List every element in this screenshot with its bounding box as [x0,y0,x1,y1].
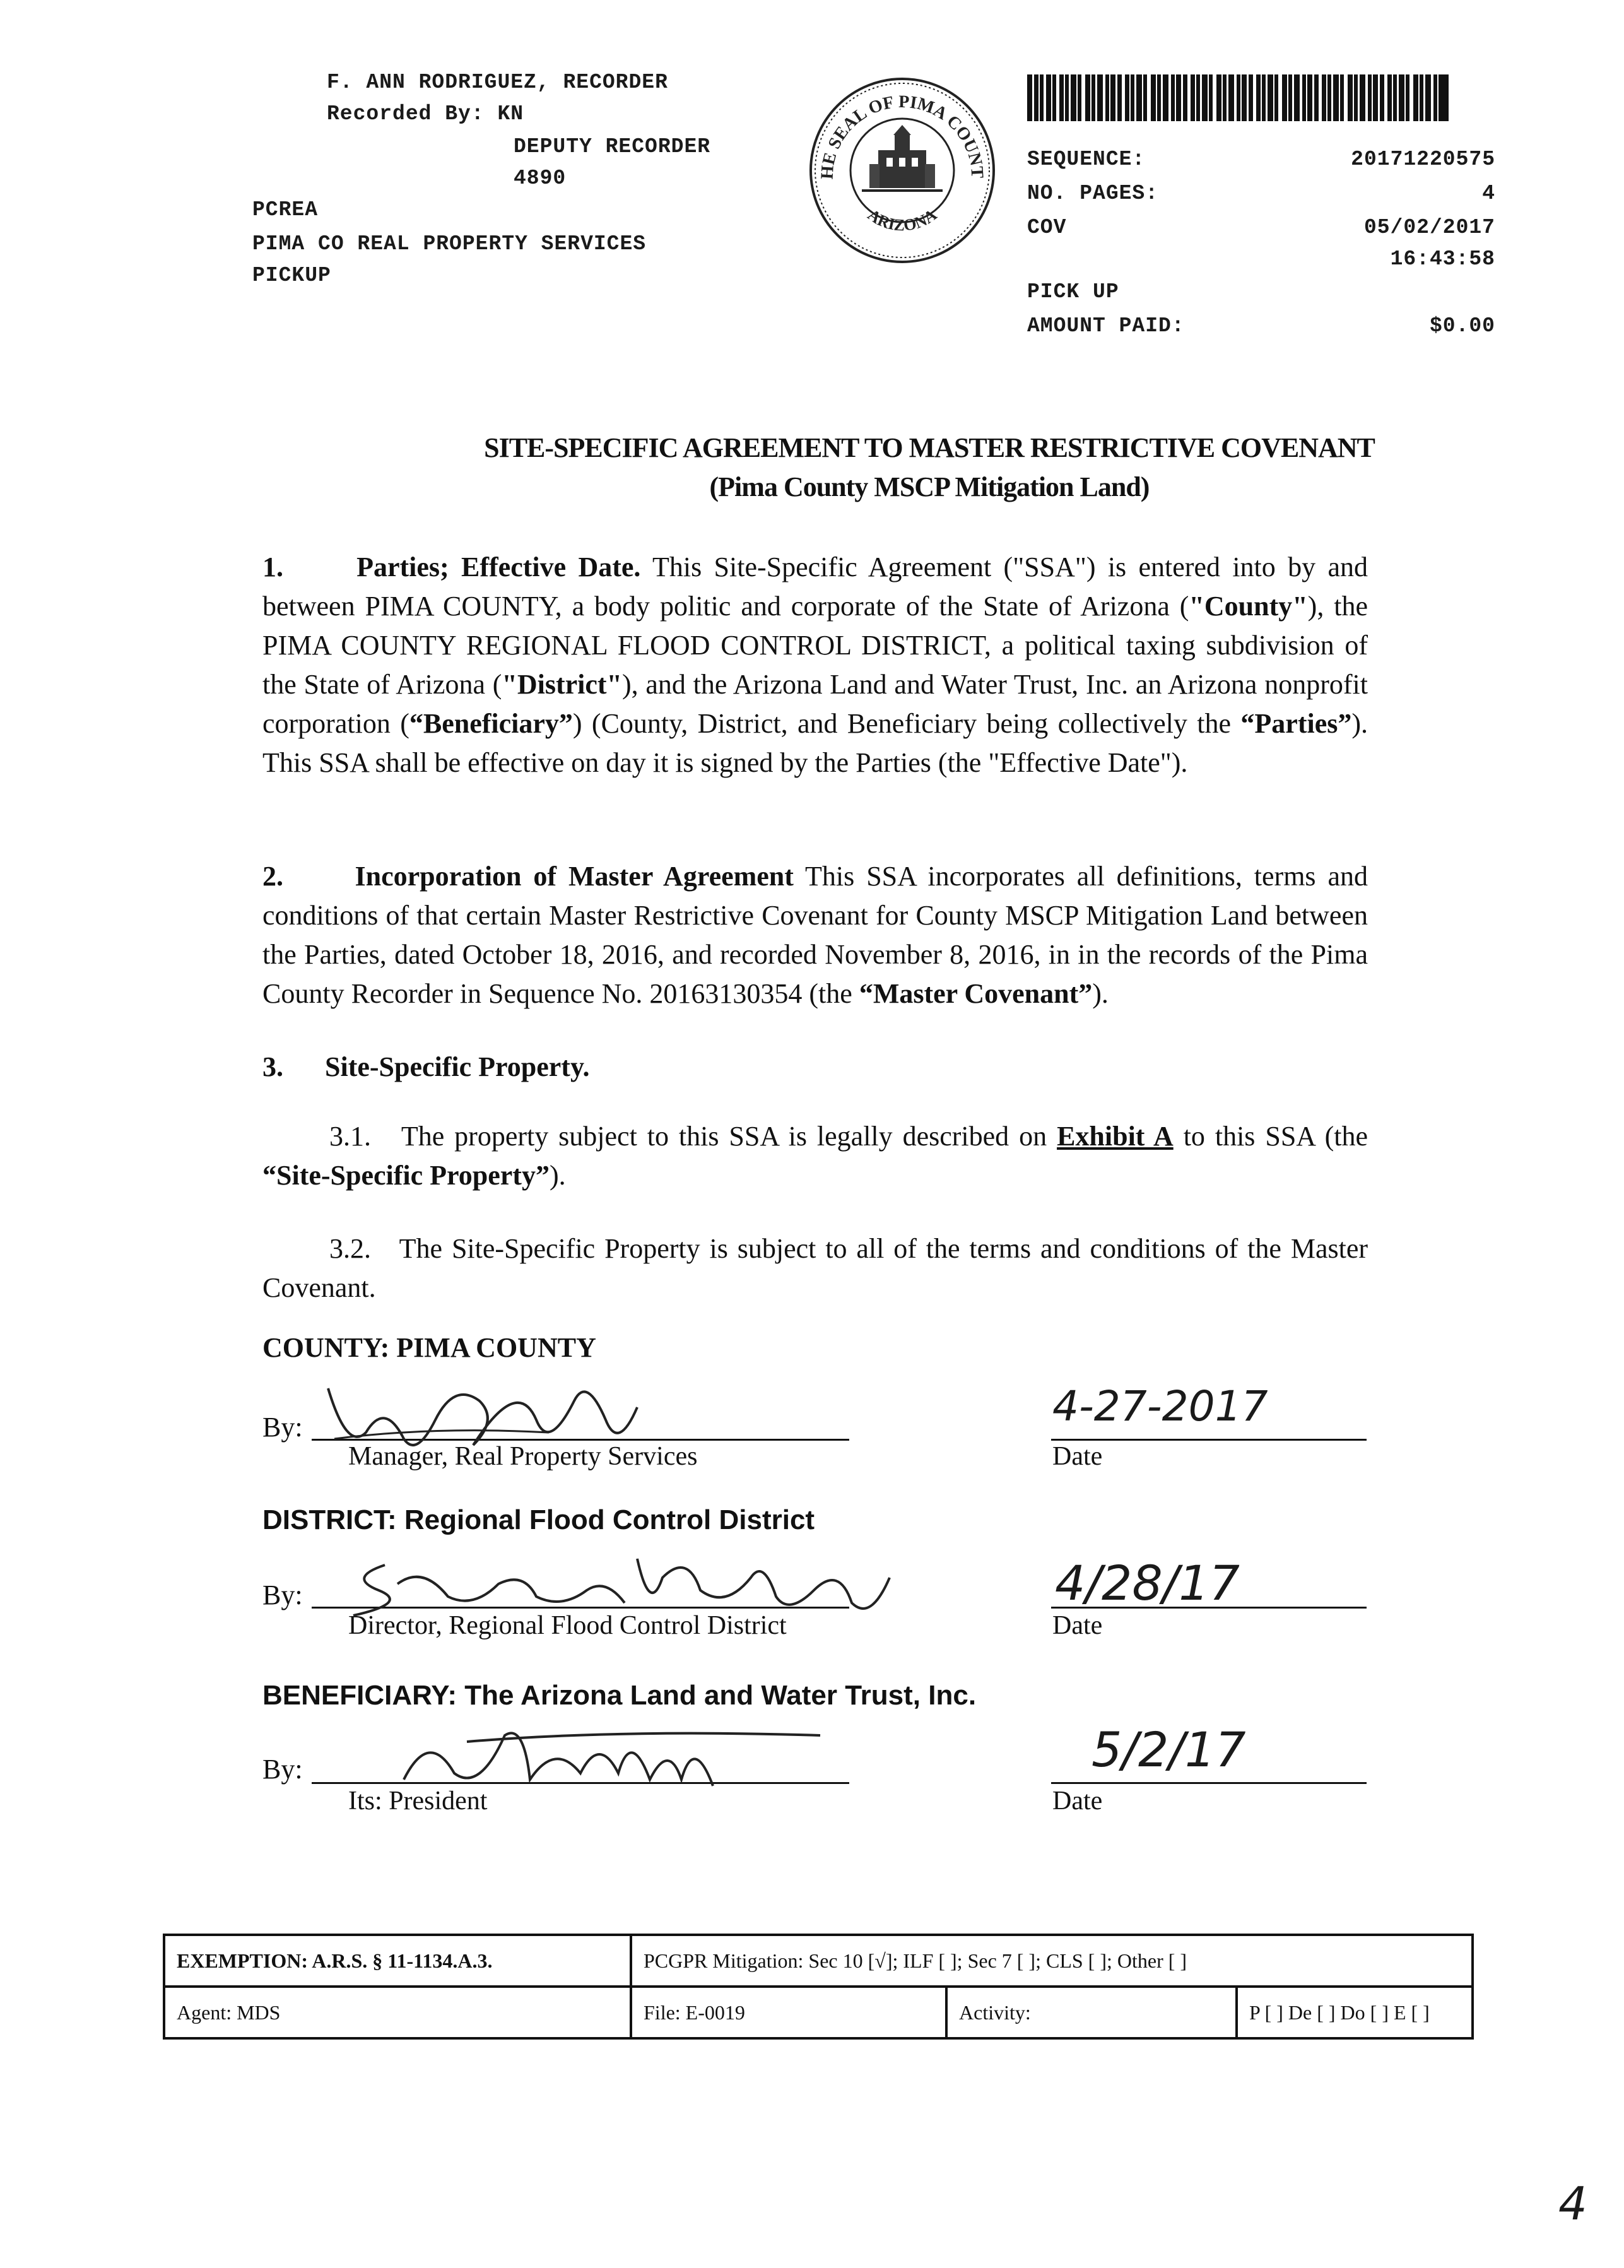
county-term: "County" [1189,591,1308,622]
section-1-paragraph [262,548,1368,783]
amount-paid-label: AMOUNT PAID: [1027,314,1185,338]
section-1-text: This Site-Specific Agreement ("SSA") is entered into by and between PIMA COUNTY, a body politic and corporate of the State of Arizona ( [262,552,1368,622]
section-2-number: 2. [262,861,283,892]
section-3-heading-line [262,1048,1368,1087]
county-by-label: By: [262,1412,303,1443]
master-covenant-term: “Master Covenant” [859,978,1093,1009]
beneficiary-signature [353,1716,858,1792]
county-seal-icon [808,76,997,265]
agent-cell: Agent: MDS [164,1987,631,2038]
pages-value: 4 [1482,182,1495,205]
sequence-label: SEQUENCE: [1027,148,1146,171]
site-specific-property-term: “Site-Specific Property” [262,1160,550,1191]
section-1-number: 1. [262,552,283,582]
section-3-1-text: to this SSA (the [1173,1121,1368,1152]
district-heading: DISTRICT: Regional Flood Control District [262,1504,815,1535]
flags-cell: P [ ] De [ ] Do [ ] E [ ] [1237,1987,1473,2038]
amount-paid-value: $0.00 [1429,314,1495,338]
department-name: PIMA CO REAL PROPERTY SERVICES [252,232,647,256]
district-date-label: Date [1052,1611,1103,1640]
district-by-label: By: [262,1580,303,1610]
section-2-paragraph [262,857,1368,1013]
section-3-1-number: 3.1. [329,1121,371,1152]
section-1-text: ), and the Arizona Land and Water Trust, Inc. an Arizona nonprofit corporation ( [262,669,1368,739]
parties-term: “Parties” [1240,708,1352,739]
document-type: COV [1027,216,1067,239]
section-3-2-text: The Site-Specific Property is subject to all of the terms and conditions of the Master Covenant. [262,1233,1368,1303]
sequence-value: 20171220575 [1351,148,1495,171]
section-2-text: This SSA incorporates all definitions, terms and conditions of that certain Master Restrictive Covenant for County MSCP Mitigation Land between the Parties, dated October 18, 2016, and recorded November 8, 2016, in in the records of the Pima County Recorder in Sequence No. 20163130354 (the [262,861,1368,1009]
beneficiary-date-label: Date [1052,1787,1103,1816]
beneficiary-sign-date: 5/2/17 [1091,1722,1246,1778]
table-row [164,1935,1473,1987]
pcrea-code: PCREA [252,198,319,221]
pick-up-label: PICK UP [1027,280,1119,304]
county-date-label: Date [1052,1442,1103,1471]
page-mark: 4 [1558,2177,1587,2230]
district-signature [309,1540,915,1622]
district-date-line [1051,1607,1367,1609]
section-3-2-number: 3.2. [329,1233,371,1264]
exhibit-a-link[interactable]: Exhibit A [1057,1121,1174,1152]
section-2-heading: Incorporation of Master Agreement [355,861,794,892]
county-sign-date: 4-27-2017 [1052,1382,1268,1431]
file-cell: File: E-0019 [631,1987,946,2038]
document-subtitle: (Pima County MSCP Mitigation Land) [709,471,1150,502]
section-3-2-paragraph [262,1229,1368,1308]
county-signer-title: Manager, Real Property Services [348,1442,698,1471]
section-1-heading: Parties; Effective Date. [356,552,641,582]
svg-text:ARIZONA: ARIZONA [864,205,941,235]
beneficiary-date-line [1051,1782,1367,1784]
section-3-heading: Site-Specific Property. [325,1051,590,1082]
district-signer-title: Director, Regional Flood Control District [348,1611,787,1640]
recording-time: 16:43:58 [1390,247,1495,271]
section-1-text: ) (County, District, and Beneficiary being collectively the [572,708,1241,739]
section-3-1-paragraph [262,1117,1368,1195]
exemption-table [163,1934,1474,2040]
county-heading: COUNTY: PIMA COUNTY [262,1332,596,1363]
section-3-1-text: The property subject to this SSA is legally described on [401,1121,1057,1152]
district-sign-date: 4/28/17 [1055,1555,1240,1611]
pages-label: NO. PAGES: [1027,182,1159,205]
district-term: "District" [502,669,622,700]
deputy-recorder: DEPUTY RECORDER [514,135,711,158]
beneficiary-signer-title: Its: President [348,1787,488,1816]
activity-cell: Activity: [946,1987,1237,2038]
beneficiary-term: “Beneficiary” [409,708,573,739]
svg-text:THE SEAL OF PIMA COUNTY: HE SEAL OF PIMA COUNT [817,92,987,180]
table-row [164,1987,1473,2038]
section-1-text: ). This SSA shall be effective on day it is signed by the Parties (the "Effective Date"). [262,708,1368,778]
section-3-number: 3. [262,1051,283,1082]
section-1-text: ), the PIMA COUNTY REGIONAL FLOOD CONTROL DISTRICT, a political taxing subdivision of the State of Arizona ( [262,591,1368,700]
recorded-by: Recorded By: KN [327,102,524,126]
pickup-label: PICKUP [252,264,331,287]
recorder-name: F. ANN RODRIGUEZ, RECORDER [327,71,668,94]
deputy-number: 4890 [514,167,567,190]
section-2-text: ). [1092,978,1109,1009]
section-3-1-text: ). [549,1160,566,1191]
county-date-line [1051,1439,1367,1441]
pcgpr-cell: PCGPR Mitigation: Sec 10 [√]; ILF [ ]; Sec 7 [ ]; CLS [ ]; Other [ ] [631,1935,1473,1987]
recording-date: 05/02/2017 [1363,216,1495,239]
document-title: SITE-SPECIFIC AGREEMENT TO MASTER RESTRICTIVE COVENANT [484,432,1375,463]
barcode-icon [1027,74,1449,121]
beneficiary-by-label: By: [262,1754,303,1785]
exemption-cell: EXEMPTION: A.R.S. § 11-1134.A.3. [164,1935,631,1987]
beneficiary-heading: BENEFICIARY: The Arizona Land and Water Trust, Inc. [262,1680,977,1711]
